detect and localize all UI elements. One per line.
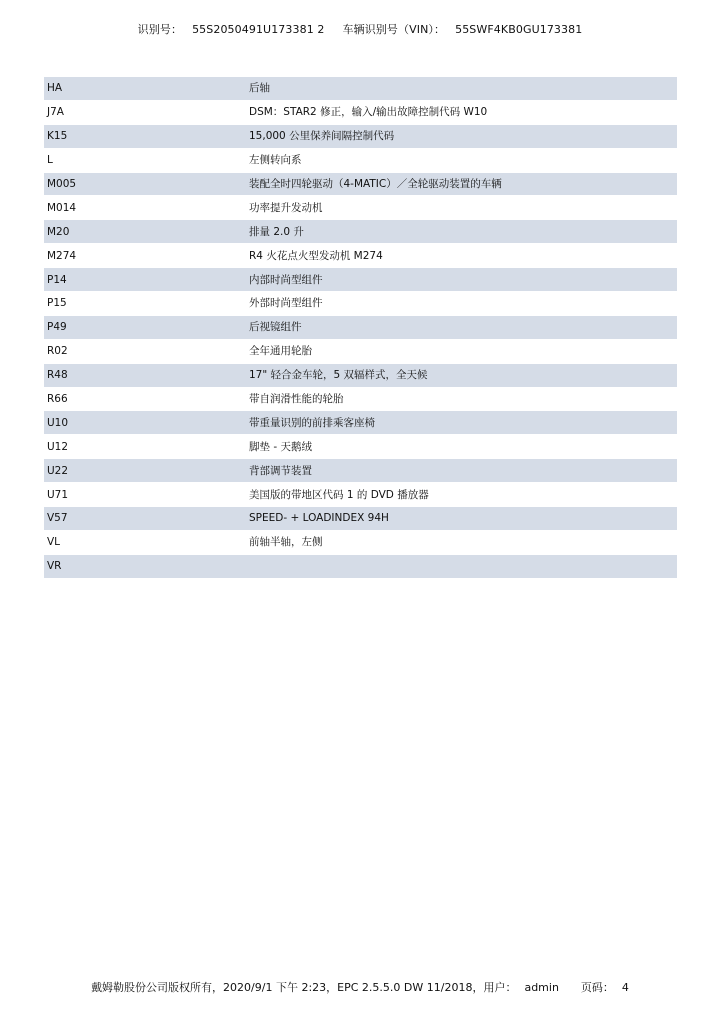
table-row: [44, 268, 677, 292]
table-row: [44, 172, 677, 196]
option-code: U10: [44, 411, 246, 435]
page-label: 页码：: [580, 981, 614, 994]
option-description: 前轴半轴，左侧: [246, 530, 677, 554]
option-code: R48: [44, 363, 246, 387]
option-code: M005: [44, 172, 246, 196]
option-description: [246, 554, 677, 578]
option-code: U22: [44, 459, 246, 483]
id-label: 识别号：: [137, 23, 183, 36]
code-table-body: [44, 77, 677, 578]
option-code: P49: [44, 315, 246, 339]
table-row: [44, 530, 677, 554]
table-row: [44, 483, 677, 507]
table-row: [44, 220, 677, 244]
user-name: admin: [524, 981, 559, 994]
option-description: 内部时尚型组件: [246, 268, 677, 292]
option-description: 装配全时四轮驱动（4-MATIC）／全轮驱动装置的车辆: [246, 172, 677, 196]
option-description: 15,000 公里保养间隔控制代码: [246, 124, 677, 148]
vin-label: 车辆识别号（VIN）：: [342, 23, 446, 36]
code-table: [44, 77, 677, 579]
option-code: M20: [44, 220, 246, 244]
option-description: R4 火花点火型发动机 M274: [246, 244, 677, 268]
page-number: 4: [621, 981, 629, 994]
option-description: 后轴: [246, 77, 677, 100]
table-row: [44, 196, 677, 220]
table-row: [44, 244, 677, 268]
option-description: 带重量识别的前排乘客座椅: [246, 411, 677, 435]
option-code: P15: [44, 292, 246, 316]
option-code: VL: [44, 530, 246, 554]
option-code: K15: [44, 124, 246, 148]
option-code: J7A: [44, 100, 246, 124]
option-description: 17" 轻合金车轮，5 双辐样式，全天候: [246, 363, 677, 387]
option-code: M274: [44, 244, 246, 268]
option-description: 排量 2.0 升: [246, 220, 677, 244]
option-code: R02: [44, 339, 246, 363]
table-row: [44, 77, 677, 100]
table-row: [44, 459, 677, 483]
option-code: R66: [44, 387, 246, 411]
page-header: [0, 21, 720, 37]
table-row: [44, 554, 677, 578]
option-description: 功率提升发动机: [246, 196, 677, 220]
table-row: [44, 435, 677, 459]
table-row: [44, 363, 677, 387]
option-code: M014: [44, 196, 246, 220]
option-description: 脚垫 - 天鹅绒: [246, 435, 677, 459]
copyright-info: 戴姆勒股份公司版权所有，2020/9/1 下午 2:23，EPC 2.5.5.0 DW 11/2018，用户：: [91, 981, 517, 994]
table-row: [44, 148, 677, 172]
option-code: U71: [44, 483, 246, 507]
table-row: [44, 387, 677, 411]
table-row: [44, 100, 677, 124]
table-row: [44, 315, 677, 339]
option-description: 后视镜组件: [246, 315, 677, 339]
table-row: [44, 507, 677, 531]
table-row: [44, 292, 677, 316]
option-code: U12: [44, 435, 246, 459]
option-description: DSM：STAR2 修正，输入/输出故障控制代码 W10: [246, 100, 677, 124]
option-description: 左侧转向系: [246, 148, 677, 172]
table-row: [44, 411, 677, 435]
option-description: SPEED- + LOADINDEX 94H: [246, 507, 677, 531]
option-code: VR: [44, 554, 246, 578]
table-row: [44, 339, 677, 363]
option-description: 全年通用轮胎: [246, 339, 677, 363]
table-row: [44, 124, 677, 148]
page-footer: [0, 979, 720, 995]
option-code: V57: [44, 507, 246, 531]
option-description: 背部调节装置: [246, 459, 677, 483]
option-code: P14: [44, 268, 246, 292]
option-code: L: [44, 148, 246, 172]
option-code: HA: [44, 77, 246, 100]
option-description: 外部时尚型组件: [246, 292, 677, 316]
id-value: 55S2050491U173381 2: [192, 23, 325, 36]
option-description: 美国版的带地区代码 1 的 DVD 播放器: [246, 483, 677, 507]
option-description: 带自润滑性能的轮胎: [246, 387, 677, 411]
vin-value: 55SWF4KB0GU173381: [455, 23, 583, 36]
